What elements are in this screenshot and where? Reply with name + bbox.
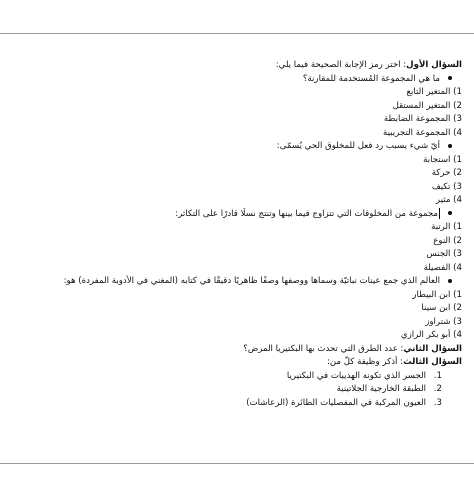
q1-item-2-option-4: 4) مثير [435, 195, 462, 205]
q1-item-4-option-3: 3) شتراوز [425, 316, 462, 327]
q1-item-2-option-2: 2) حركة [431, 168, 462, 178]
question-3 [4, 356, 462, 370]
question-2-text: : عدد الطرق التي تحدث بها البكتيريا المرض؟ [243, 343, 404, 354]
question-2-label: السؤال الثاني [403, 343, 462, 354]
bottom-divider [0, 463, 474, 464]
q1-item-1-option-4: 4) المجموعة التجريبية [382, 127, 462, 138]
q1-item-4-option-1: 1) ابن البيطار [412, 289, 462, 300]
q1-item-1-option-3: 3) المجموعة الضابطة [383, 114, 462, 124]
top-divider [0, 33, 474, 34]
q1-item-2-option-3: 3) تكيف [431, 181, 462, 192]
question-3-text: : أذكر وظيفة كلًّ من: [327, 357, 404, 367]
q1-item-1-stem: ما هي المجموعة المُستخدمة للمقارنة؟ [4, 73, 462, 87]
q1-item-4-stem: العالم الذي جمع عينات نباتيّة وسماها ووصفها وصفًا ظاهريًا دقيقًا في كتابه (المغني في الأدوية المفردة) هو: [4, 275, 462, 289]
q1-item-2-option-1: 1) استجابة [423, 154, 462, 165]
question-1-instruction: : اختر رمز الإجابة الصحيحة فيما يلي: [275, 60, 407, 70]
bullet-icon [448, 144, 452, 148]
q1-item-4-option-2: 2) ابن سينا [421, 303, 462, 313]
q1-item-3-option-1: 1) الرتبة [431, 222, 462, 232]
question-2 [4, 343, 462, 357]
bullet-icon [448, 279, 452, 283]
bullet-icon [448, 76, 452, 80]
q3-item-2: 2.الطبقة الخارجية الجلاتينية [336, 384, 442, 394]
q1-item-3-stem: مجموعة من المخلوقات التي تتزاوج فيما بينها وتنتج نسلًا قادرًا على التكاثر: [4, 208, 462, 222]
text-cursor [439, 208, 440, 219]
q1-item-3-option-2: 2) النوع [433, 235, 462, 246]
q1-item-1-option-2: 2) المتغير المستقل [392, 100, 462, 111]
q3-item-3: 3.العيون المركبة في المفصليات الطائرة (الرعاشات) [246, 397, 442, 408]
document-body [4, 59, 462, 410]
q1-item-4-option-4: 4) أبو بكر الرازي [400, 330, 462, 340]
q1-item-3-option-4: 4) الفصيلة [423, 262, 462, 273]
q1-item-1-option-1: 1) المتغير التابع [406, 87, 462, 97]
question-1-heading [4, 59, 462, 73]
q3-item-1: 1.الجسر الذي تكونه الهديبات في البكتيريا [286, 370, 442, 381]
question-1-label: السؤال الأول [406, 60, 462, 70]
q1-item-3-option-3: 3) الجنس [426, 249, 462, 259]
q1-item-2-stem: أيّ شيء يسبب رد فعل للمخلوق الحي يُسمّى: [4, 140, 462, 154]
bullet-icon [448, 211, 452, 215]
question-3-label: السؤال الثالث [403, 357, 462, 367]
